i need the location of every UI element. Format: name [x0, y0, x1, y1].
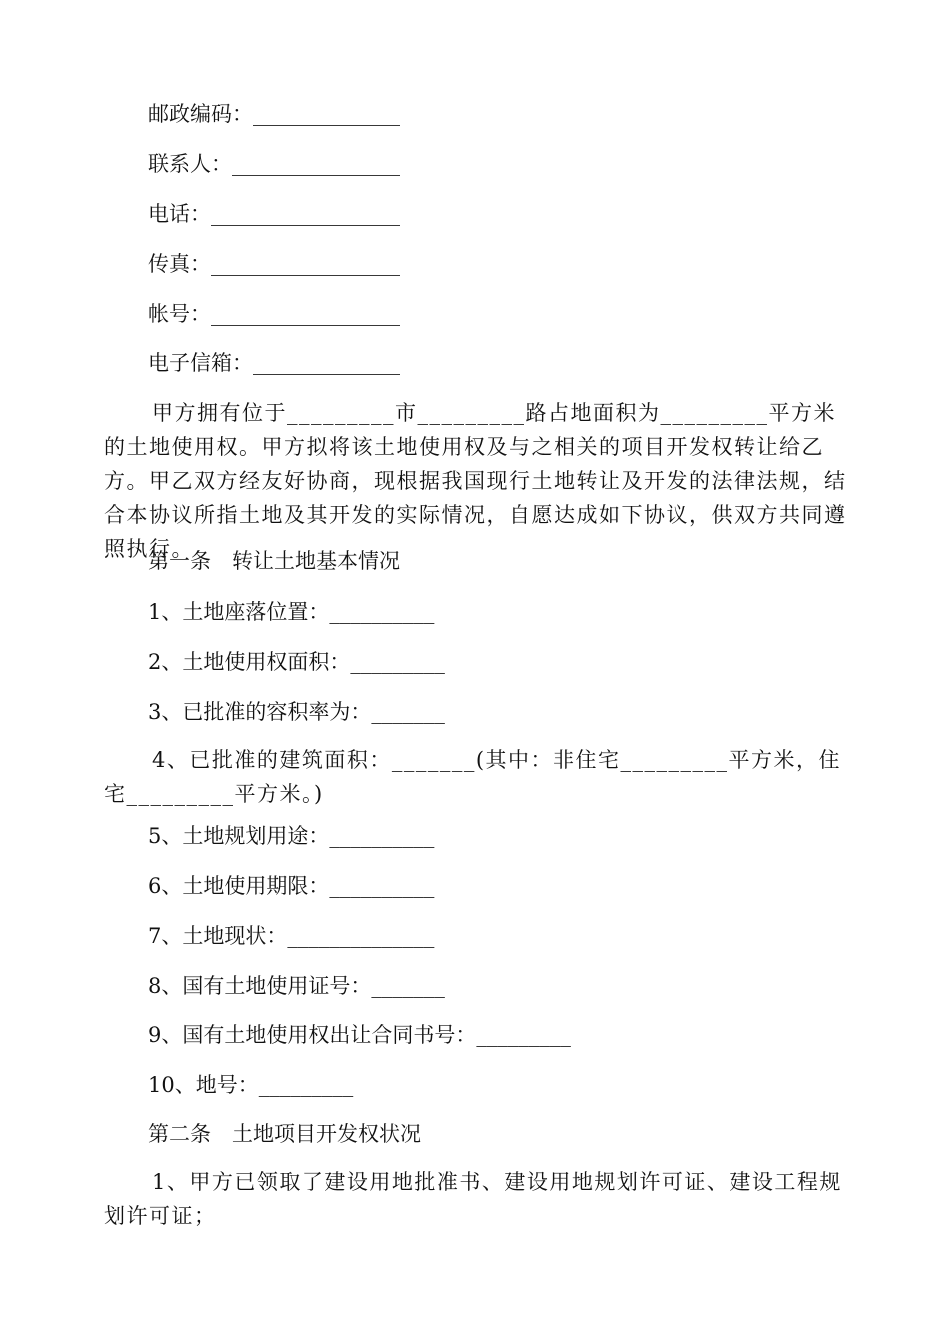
email-line: 电子信箱：______________ — [148, 351, 400, 375]
article-1-item-2: 2、土地使用权面积：_________ — [148, 650, 445, 674]
article-1-item-5: 5、土地规划用途：__________ — [148, 824, 435, 848]
article-1-item-7: 7、土地现状：______________ — [148, 924, 435, 948]
article-1-item-6: 6、土地使用期限：__________ — [148, 874, 435, 898]
account-line: 帐号：__________________ — [148, 302, 400, 326]
article-2-heading: 第二条 土地项目开发权状况 — [148, 1122, 421, 1146]
article-1-item-3: 3、已批准的容积率为：_______ — [148, 700, 445, 724]
article-1-item-9: 9、国有土地使用权出让合同书号：_________ — [148, 1023, 571, 1047]
fax-line: 传真：__________________ — [148, 252, 400, 276]
postcode-line: 邮政编码：______________ — [148, 102, 400, 126]
article-1-item-10: 10、地号：_________ — [148, 1073, 354, 1097]
article-1-item-4: 4、已批准的建筑面积：_______(其中：非住宅_________平方米，住宅_________平方米。) — [104, 748, 842, 806]
phone-line: 电话：__________________ — [148, 202, 400, 226]
article-2-item-1: 1、甲方已领取了建设用地批准书、建设用地规划许可证、建设工程规划许可证； — [104, 1170, 842, 1228]
contact-person-line: 联系人：________________ — [148, 152, 400, 176]
article-1-item-1: 1、土地座落位置：__________ — [148, 600, 435, 624]
intro-paragraph: 甲方拥有位于_________市_________路占地面积为_________平方米的土地使用权。甲方拟将该土地使用权及与之相关的项目开发权转让给乙方。甲乙双方经友好协商，现根据我国现行土地转让及开发的法律法规，结合本协议所指土地及其开发的实际情况，自愿达成如下协议，供双方共同遵照执行。 — [104, 401, 847, 561]
article-1-item-8: 8、国有土地使用证号：_______ — [148, 974, 445, 998]
article-1-heading: 第一条 转让土地基本情况 — [148, 549, 400, 573]
